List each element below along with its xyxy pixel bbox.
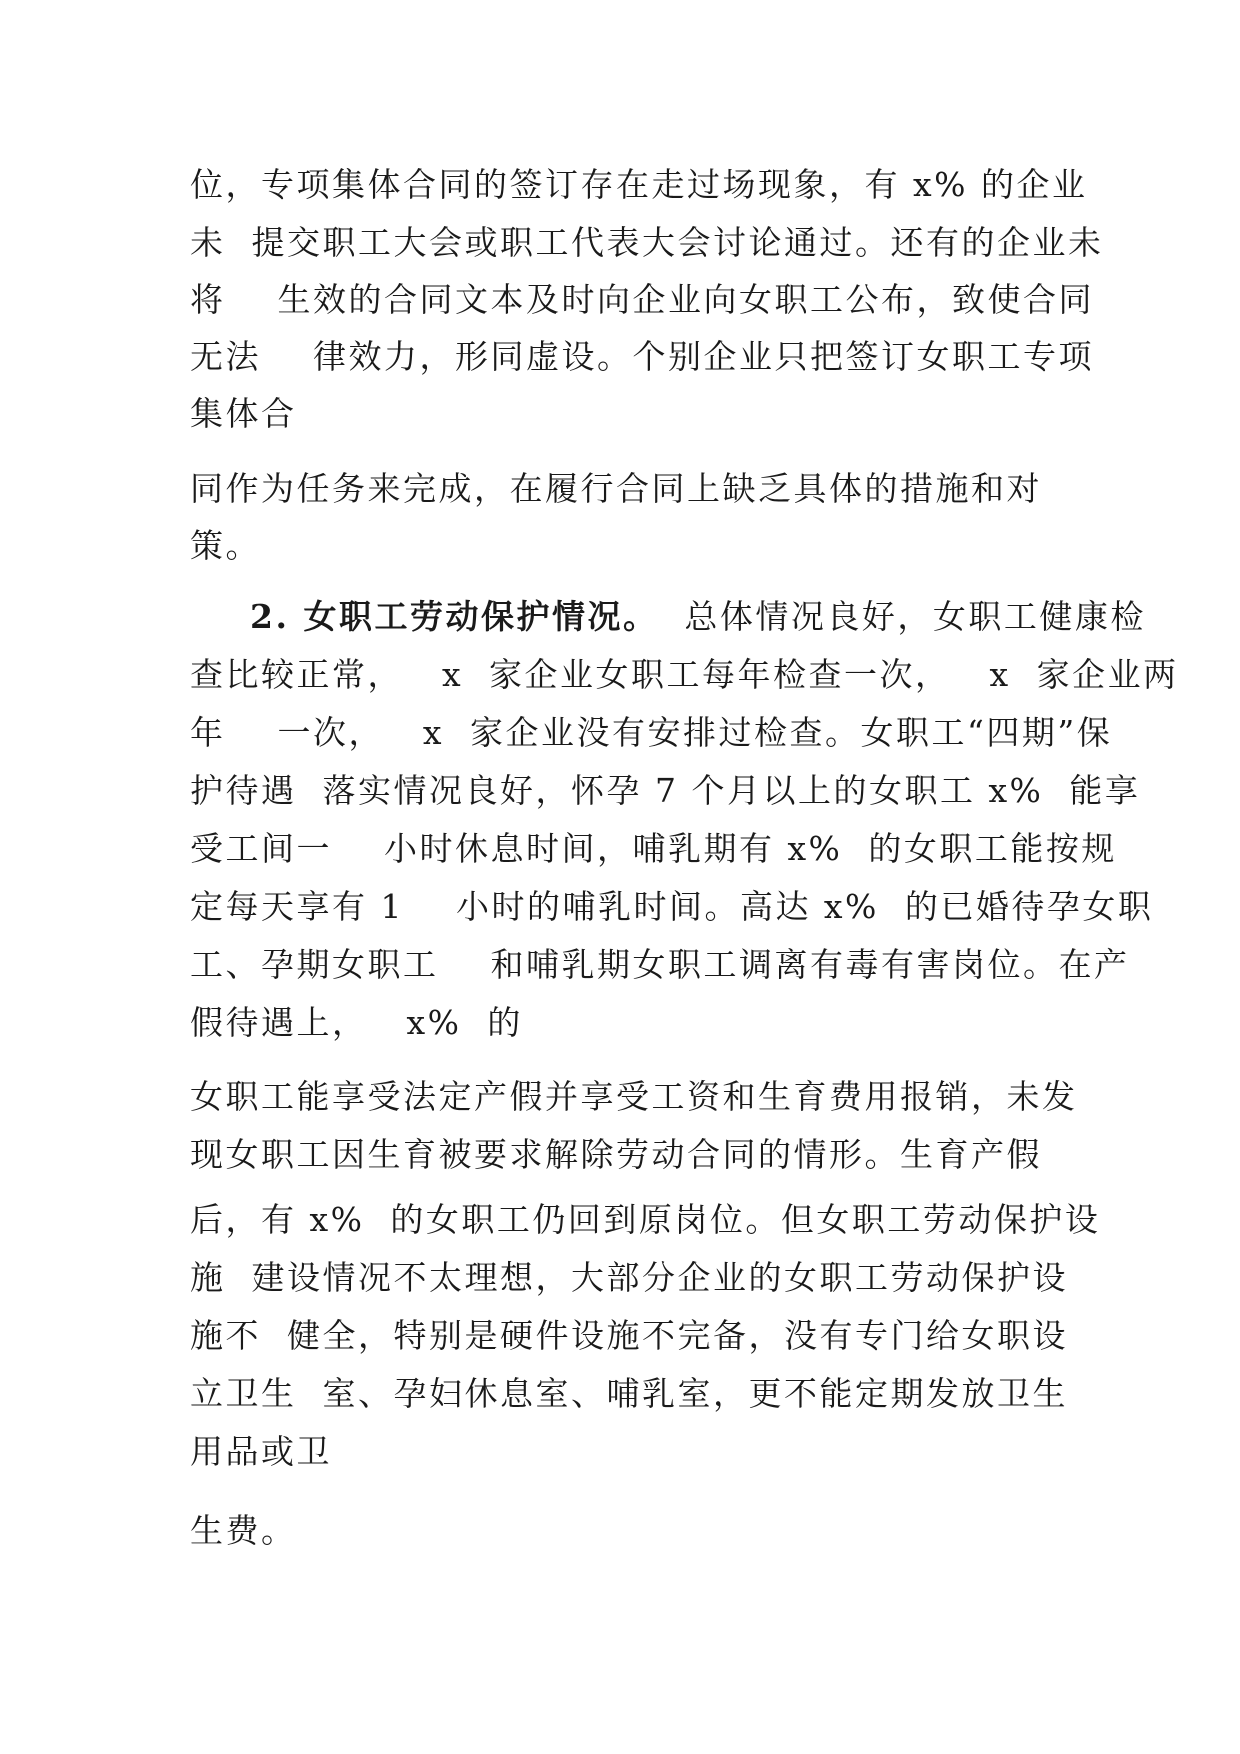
- text-line: 后，有 x% 的女职工仍回到原岗位。但女职工劳动保护设: [190, 1200, 1101, 1239]
- text-line: 受工间一 小时休息时间，哺乳期有 x% 的女职工能按规: [190, 829, 1117, 868]
- text-line: 策。: [190, 526, 261, 565]
- text-line: 年 一次， x 家企业没有安排过检查。女职工“四期”保: [190, 713, 1113, 752]
- text-line: 用品或卫: [190, 1432, 332, 1471]
- text-line: 假待遇上， x% 的: [190, 1003, 523, 1042]
- section-intro-text: 总体情况良好，女职工健康检: [658, 597, 1146, 636]
- text-line: 集体合: [190, 394, 297, 433]
- text-line: 无法 律效力，形同虚设。个别企业只把签订女职工专项: [190, 337, 1094, 376]
- text-line: 生费。: [190, 1511, 297, 1550]
- text-line: 将 生效的合同文本及时向企业向女职工公布，致使合同: [190, 280, 1094, 319]
- text-line: 同作为任务来完成，在履行合同上缺乏具体的措施和对: [190, 469, 1042, 508]
- text-line: 工、孕期女职工 和哺乳期女职工调离有毒有害岗位。在产: [190, 945, 1130, 984]
- section-first-line: [250, 597, 1146, 637]
- text-line: 女职工能享受法定产假并享受工资和生育费用报销，未发: [190, 1077, 1078, 1116]
- section-heading: 2. 女职工劳动保护情况。: [250, 597, 659, 636]
- text-line: 护待遇 落实情况良好，怀孕 7 个月以上的女职工 x% 能享: [190, 771, 1141, 810]
- text-line: 定每天享有 1 小时的哺乳时间。高达 x% 的已婚待孕女职: [190, 887, 1154, 926]
- text-line: 施 建设情况不太理想，大部分企业的女职工劳动保护设: [190, 1258, 1068, 1297]
- text-line: 现女职工因生育被要求解除劳动合同的情形。生育产假: [190, 1135, 1042, 1174]
- text-line: 查比较正常， x 家企业女职工每年检查一次， x 家企业两: [190, 655, 1179, 694]
- text-line: 立卫生 室、孕妇休息室、哺乳室，更不能定期发放卫生: [190, 1374, 1068, 1413]
- text-line: 施不 健全，特别是硬件设施不完备，没有专门给女职设: [190, 1316, 1068, 1355]
- text-line: 未 提交职工大会或职工代表大会讨论通过。还有的企业未: [190, 223, 1104, 262]
- text-line: 位，专项集体合同的签订存在走过场现象，有 x% 的企业: [190, 165, 1088, 204]
